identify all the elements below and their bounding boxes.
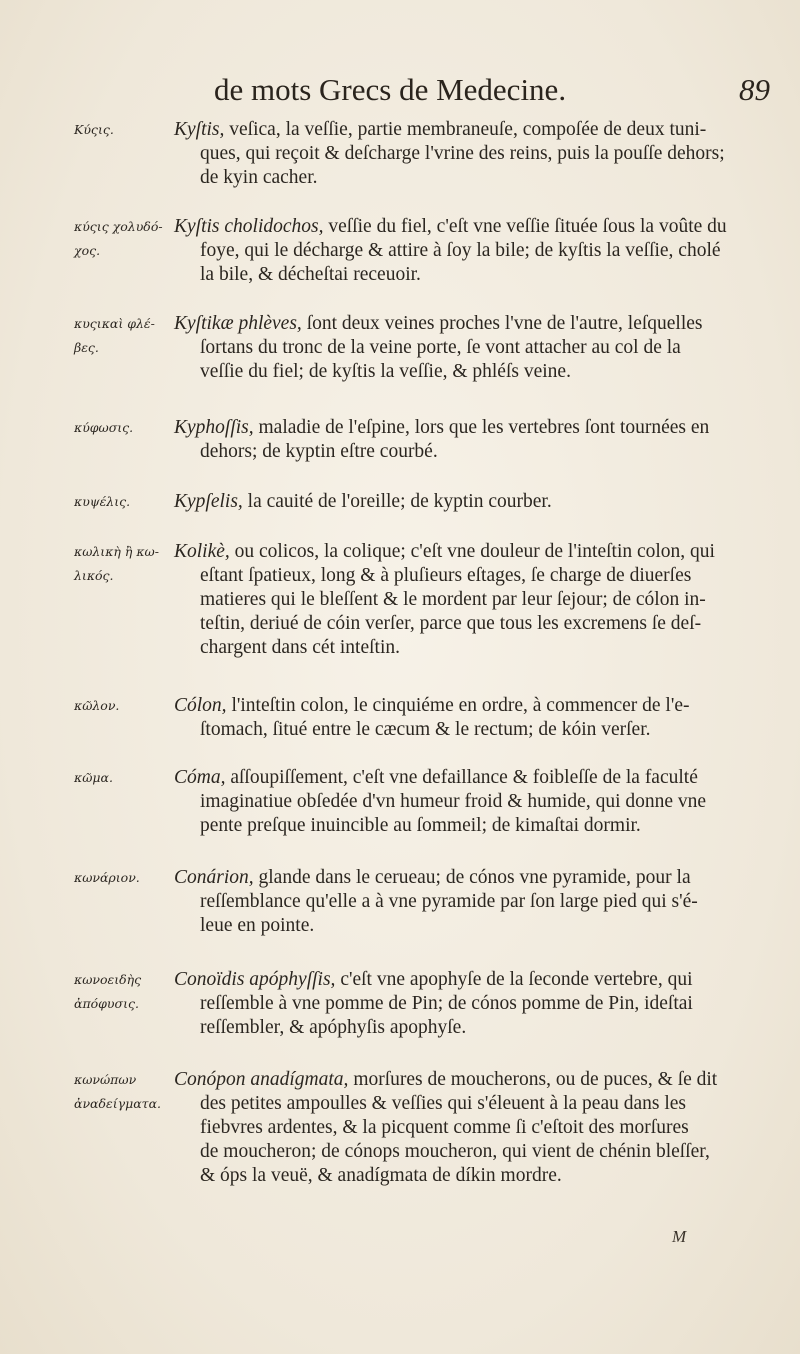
definition-text: veſſie du fiel; de kyſtis la veſſie, & phléſs veine. [200,361,571,382]
greek-headword: Κύςις. [74,122,114,137]
definition-line [174,1068,764,1092]
definition-line [174,490,764,514]
definition-text: eſtant ſpatieux, long & à pluſieurs eſtages, ſe charge de diuerſes [200,565,692,586]
definition-line [174,1092,764,1116]
definition-line [174,890,764,914]
definition-line [174,440,764,464]
definition-text: pente preſque inuincible au ſommeil; de kimaſtai dormir. [200,815,641,836]
greek-headword: κωνάριον. [74,870,140,885]
greek-headword: κύφωσις. [74,420,134,435]
definition-text: ques, qui reçoit & deſcharge l'vrine des reins, puis la pouſſe dehors; [200,143,725,164]
definition-text: la bile, & décheſtai receuoir. [200,264,421,285]
definition-text: veſica, la veſſie, partie membraneuſe, compoſée de deux tuni- [224,119,707,140]
definition-line [174,540,764,564]
definition-line [174,1116,764,1140]
definition-line [174,612,764,636]
definition-line [174,166,764,190]
greek-headword: κύςις χολυδό- χος. [74,219,163,258]
signature-mark: M [672,1227,687,1246]
definition-text: reſſemblance qu'elle a à vne pyramide par ſon large pied qui s'é- [200,891,698,912]
greek-headword: κωνώπων ἀναδείγματα. [74,1072,161,1111]
definition-line [174,694,764,718]
definition-line [174,336,764,360]
entry-headword: Conópon anadígmata, [174,1069,349,1090]
greek-headword: κῶμα. [74,770,113,785]
entry-definition [174,1068,764,1188]
definition-line [174,312,764,336]
entry-headword: Conárion, [174,867,254,888]
definition-text: la cauité de l'oreille; de kyptin courber. [242,491,552,512]
entry-definition [174,416,764,464]
entry-headword: Cóma, [174,767,226,788]
definition-text: teſtin, deriué de cóin verſer, parce que tous les excremens ſe deſ- [200,613,702,634]
running-header [214,72,770,112]
definition-text: c'eſt vne apophyſe de la ſeconde vertebre, qui [335,969,693,990]
definition-text: reſſemble à vne pomme de Pin; de cónos pomme de Pin, ideſtai [200,993,693,1014]
definition-line [174,416,764,440]
entry-definition [174,866,764,938]
definition-line [174,1164,764,1188]
definition-text: imaginatiue obſedée d'vn humeur froid & humide, qui donne vne [200,791,707,812]
definition-text: ſont deux veines proches l'vne de l'autre, leſquelles [301,313,703,334]
entry-headword: Kypſelis, [174,491,243,512]
page-number: 89 [739,72,770,107]
definition-line [174,914,764,938]
definition-line [174,992,764,1016]
definition-line [174,636,764,660]
entry-definition [174,694,764,742]
definition-text: glande dans le cerueau; de cónos vne pyramide, pour la [253,867,691,888]
definition-text: ſtomach, ſitué entre le cæcum & le rectum; de kóin verſer. [200,719,651,740]
definition-line [174,564,764,588]
definition-text: veſſie du fiel, c'eſt vne veſſie ſituée ſous la voûte du [323,216,727,237]
entry-headword: Kyſtis cholidochos, [174,216,324,237]
entry-headword: Kyphoſſis, [174,417,254,438]
greek-headword: κωνοειδὴς ἀπόφυσις. [74,972,142,1011]
definition-line [174,588,764,612]
definition-text: fiebvres ardentes, & la picquent comme ſi c'eſtoit des morſures [200,1117,689,1138]
entry-definition [174,540,764,660]
entry-definition [174,766,764,838]
definition-line [174,766,764,790]
greek-headword: κῶλον. [74,698,120,713]
entry-headword: Kyſtikæ phlèves, [174,313,302,334]
definition-line [174,263,764,287]
definition-line [174,215,764,239]
greek-headword: κωλικὴ ἢ κω- λικός. [74,544,159,583]
definition-text: reſſembler, & apóphyſis apophyſe. [200,1017,467,1038]
definition-text: maladie de l'eſpine, lors que les vertebres ſont tournées en [253,417,710,438]
entry-headword: Kolikè, [174,541,230,562]
definition-text: foye, qui le décharge & attire à ſoy la bile; de kyſtis la veſſie, cholé [200,240,721,261]
definition-line [174,239,764,263]
definition-line [174,718,764,742]
entry-headword: Kyſtis, [174,119,225,140]
entry-definition [174,215,764,287]
definition-line [174,790,764,814]
definition-text: & óps la veuë, & anadígmata de díkin mordre. [200,1165,562,1186]
definition-text: matieres qui le bleſſent & le mordent par leur ſejour; de cólon in- [200,589,706,610]
definition-text: de kyin cacher. [200,167,318,188]
definition-text: aſſoupiſſement, c'eſt vne defaillance & foibleſſe de la faculté [225,767,698,788]
entry-definition [174,312,764,384]
greek-headword: κυψέλις. [74,494,131,509]
definition-text: leue en pointe. [200,915,315,936]
definition-text: dehors; de kyptin eſtre courbé. [200,441,438,462]
definition-text: morſures de moucherons, ou de puces, & ſe dit [348,1069,718,1090]
definition-text: ou colicos, la colique; c'eſt vne douleur de l'inteſtin colon, qui [229,541,715,562]
definition-text: des petites ampoulles & veſſies qui s'éleuent à la peau dans les [200,1093,687,1114]
entry-definition [174,490,764,514]
definition-line [174,866,764,890]
definition-text: de moucheron; de cónops moucheron, qui vient de chénin bleſſer, [200,1141,710,1162]
entry-headword: Cólon, [174,695,227,716]
entry-definition [174,118,764,190]
definition-text: ſortans du tronc de la veine porte, ſe vont attacher au col de la [200,337,681,358]
definition-line [174,360,764,384]
greek-headword: κυςικαὶ φλέ- βες. [74,316,155,355]
entry-definition [174,968,764,1040]
definition-line [174,1016,764,1040]
entry-headword: Conoïdis apóphyſſis, [174,969,336,990]
definition-line [174,814,764,838]
definition-text: l'inteſtin colon, le cinquiéme en ordre, à commencer de l'e- [226,695,690,716]
running-title: de mots Grecs de Medecine. [214,72,567,107]
definition-line [174,118,764,142]
definition-line [174,968,764,992]
definition-text: chargent dans cét inteſtin. [200,637,400,658]
definition-line [174,1140,764,1164]
definition-line [174,142,764,166]
